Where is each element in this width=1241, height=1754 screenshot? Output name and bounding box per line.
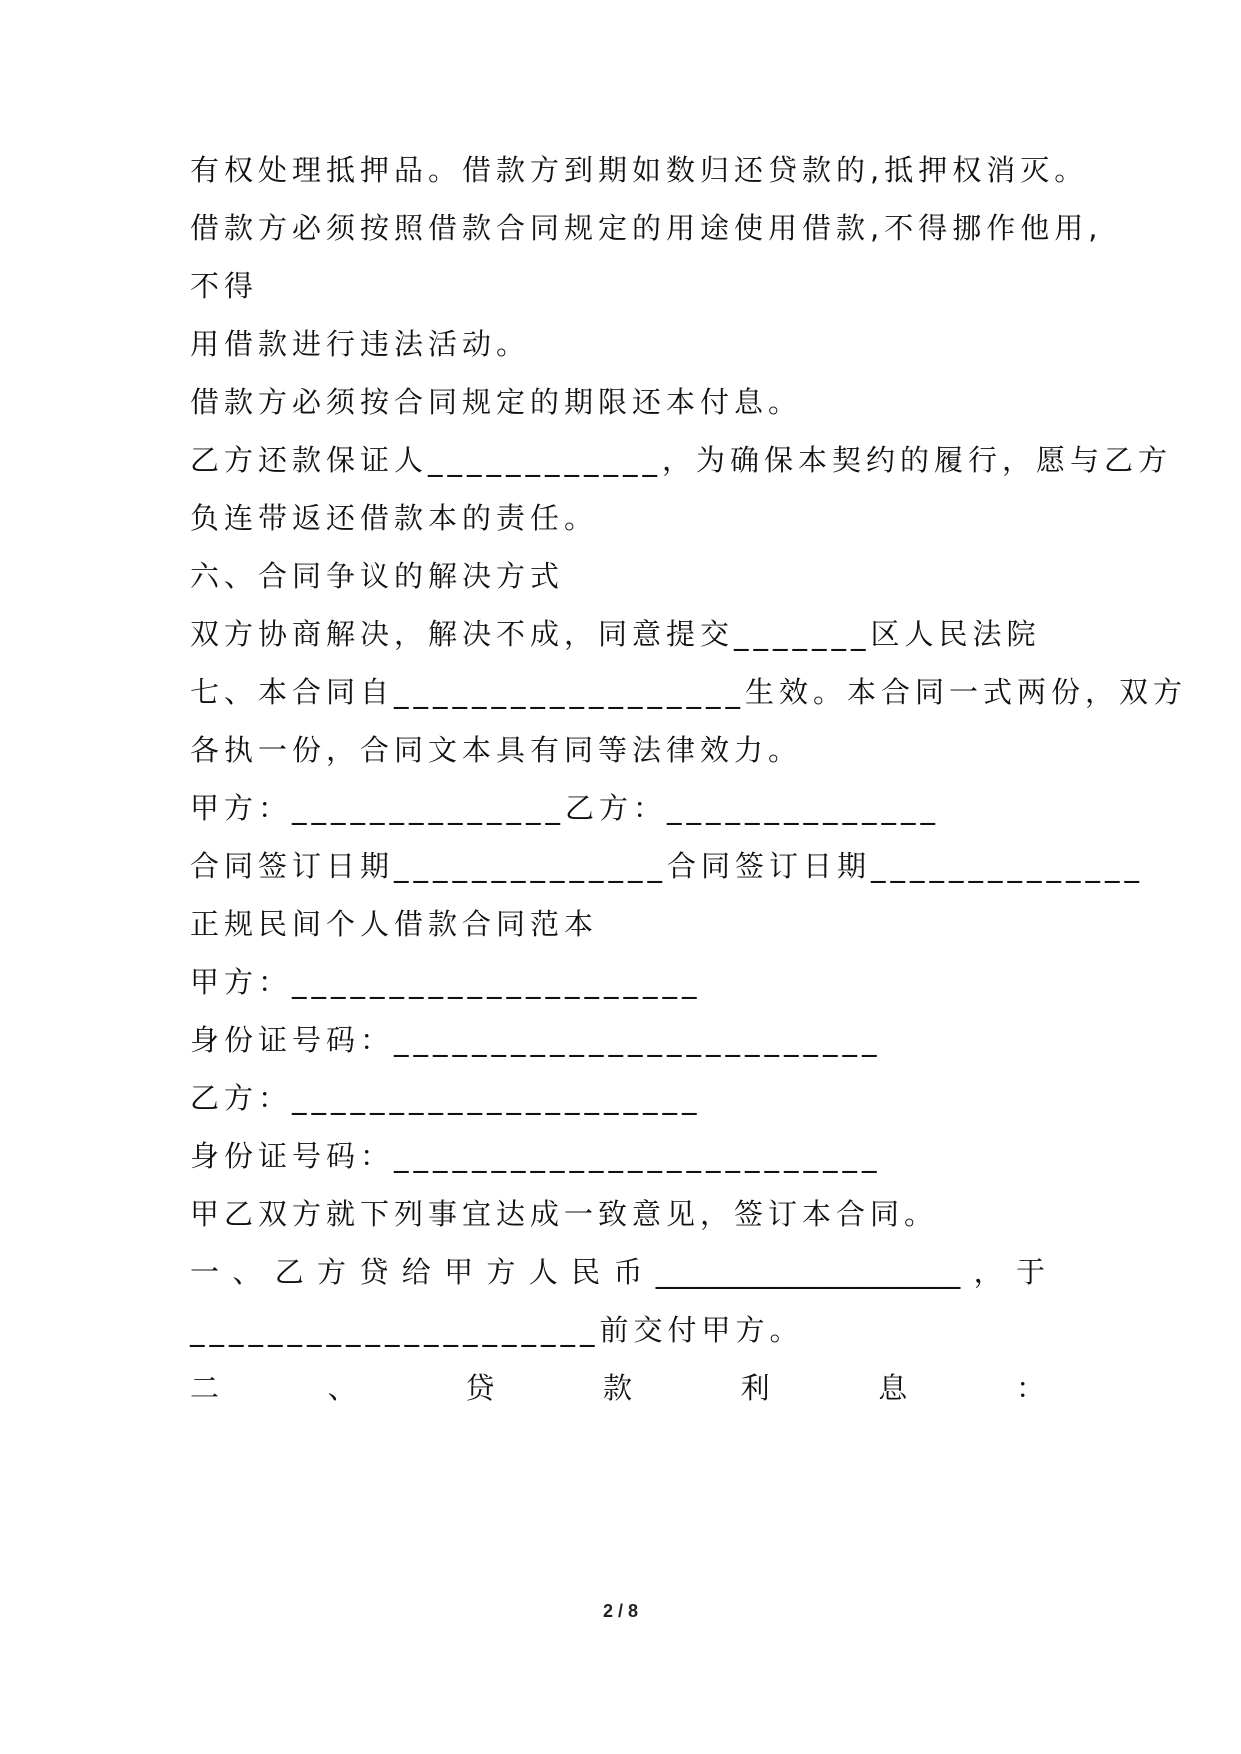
clause-1-word: 民 [571,1255,601,1289]
page-number: 2 / 8 [602,1601,639,1621]
clause-2-word: 息 [878,1371,908,1405]
party-a-line: 甲方：_____________________ [190,965,702,999]
agreement-intro-line: 甲乙双方就下列事宜达成一致意见，签订本合同。 [190,1197,939,1231]
clause-2-word: 贷 [465,1371,495,1405]
clause-1-blank: _____________________ [655,1255,961,1289]
section-heading-7: 七、本合同自__________________生效。本合同一式两份，双方 [190,675,1188,709]
clause-1-continuation: _____________________前交付甲方。 [190,1313,804,1347]
clause-1-word: 甲 [444,1255,474,1289]
clause-1-word: 乙 [274,1255,304,1289]
body-line-2: 借款方必须按照借款合同规定的用途使用借款,不得挪作他用, [190,211,1103,245]
signing-date-line: 合同签订日期______________合同签订日期______________ [190,849,1145,883]
clause-1-word: 一 [190,1255,220,1289]
clause-1-line [190,1252,1045,1292]
clause-1-word: 人 [528,1255,558,1289]
clause-2-word: ： [1015,1371,1045,1405]
clause-1-word: 币 [613,1255,643,1289]
body-line-4: 用借款进行违法活动。 [190,327,531,361]
clause-1-word: 给 [401,1255,431,1289]
clause-2-word: 利 [740,1371,770,1405]
signature-line: 甲方：______________乙方：______________ [190,791,941,825]
clause-2-word: 二 [190,1371,220,1405]
clause-2-word: 、 [327,1371,357,1405]
clause-2-line [190,1368,1045,1408]
body-line-5: 借款方必须按合同规定的期限还本付息。 [190,385,803,419]
clause-1-word: ， [973,1255,1003,1289]
body-line-7: 负连带返还借款本的责任。 [190,501,599,535]
body-line-9: 双方协商解决，解决不成，同意提交_______区人民法院 [190,617,1041,651]
party-a-id-line: 身份证号码：_________________________ [190,1023,882,1057]
body-line-1: 有权处理抵押品。借款方到期如数归还贷款的,抵押权消灭。 [190,153,1089,187]
body-line-3: 不得 [190,269,259,303]
party-b-id-line: 身份证号码：_________________________ [190,1139,882,1173]
body-line-11: 各执一份，合同文本具有同等法律效力。 [190,733,803,767]
clause-1-word: 贷 [359,1255,389,1289]
clause-2-word: 款 [602,1371,632,1405]
contract-title: 正规民间个人借款合同范本 [190,907,599,941]
body-line-6: 乙方还款保证人____________，为确保本契约的履行，愿与乙方 [190,443,1173,477]
clause-1-word: 方 [486,1255,516,1289]
clause-1-word: 、 [232,1255,262,1289]
clause-1-word: 方 [317,1255,347,1289]
party-b-line: 乙方：_____________________ [190,1081,702,1115]
clause-1-word: 于 [1015,1255,1045,1289]
section-heading-6: 六、合同争议的解决方式 [190,559,565,593]
